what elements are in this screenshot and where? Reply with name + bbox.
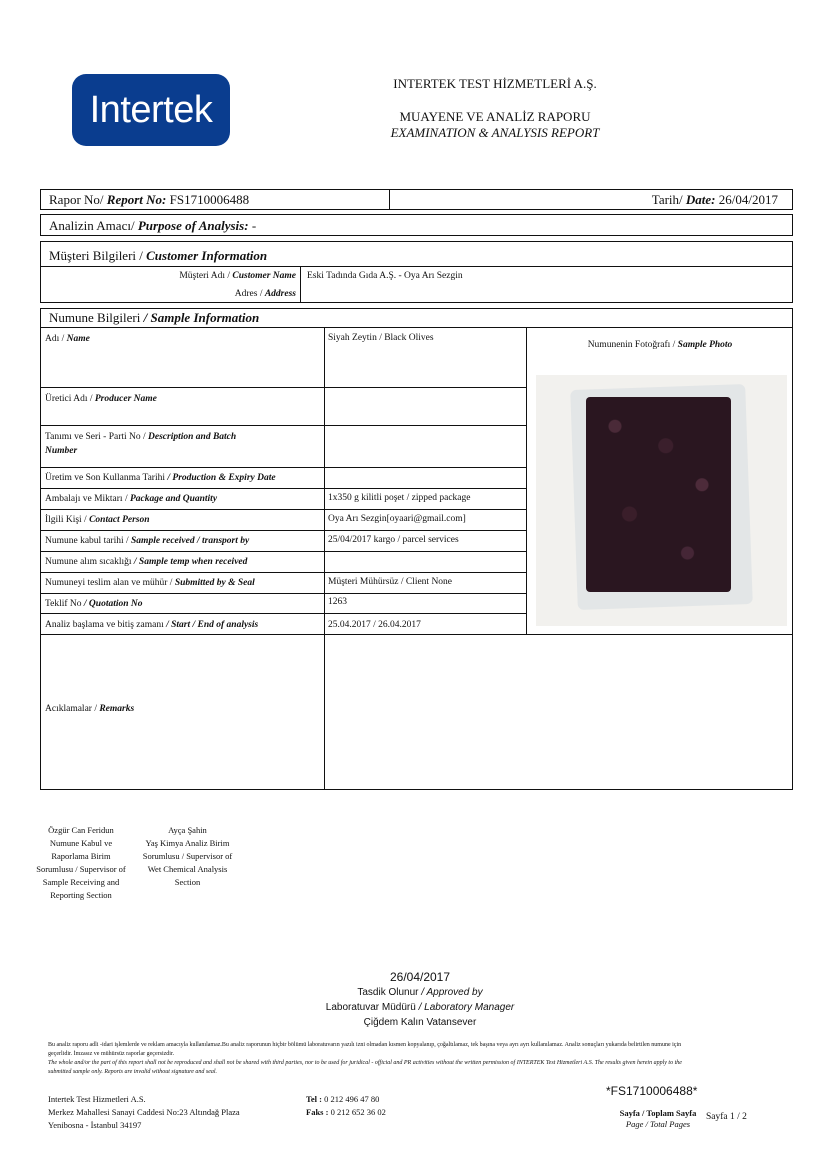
report-no-label-tr: Rapor No/ [49,192,104,207]
customer-section-tr: Müşteri Bilgileri / [49,248,143,263]
purpose-value: - [251,218,257,233]
remarks-label: Acıklamalar / Remarks [45,704,135,714]
sample-section-tr: Numune Bilgileri [49,310,141,325]
company-name: INTERTEK TEST HİZMETLERİ A.Ş. [393,76,597,91]
purpose-label-en: Purpose of Analysis: [137,218,249,233]
row-received-value: 25/04/2017 kargo / parcel services [328,535,459,545]
logo-text: Intertek [89,88,213,131]
address-label: Adres / Address [234,289,296,299]
sample-photo-label: Numunenin Fotoğrafı / Sample Photo [587,340,733,350]
approver-role: Laboratuvar Müdürü / Laboratory Manager [325,1002,515,1013]
purpose-row [40,214,793,236]
row-contact-label: İlgili Kişi / Contact Person [45,515,150,525]
customer-name-value: Eski Tadında Gıda A.Ş. - Oya Arı Sezgin [307,271,463,281]
footer-address: Intertek Test Hizmetleri A.S. Merkez Mahallesi Sanayi Caddesi No:23 Altındağ Plaza Yenibosna - İstanbul 34197 [48,1094,240,1130]
customer-section-en: Customer Information [146,248,268,263]
sample-section-en: / Sample Information [143,310,260,325]
report-number-row [40,189,793,210]
report-title-tr: MUAYENE VE ANALİZ RAPORU [399,109,591,124]
purpose-label-tr: Analizin Amacı/ [49,218,135,233]
approver-name: Çiğdem Kalın Vatansever [363,1017,477,1028]
row-package-label: Ambalajı ve Miktarı / Package and Quantity [45,494,218,504]
sample-photo [536,375,787,626]
approval-date: 26/04/2017 [389,970,451,984]
approved-by: Tasdik Olunur / Approved by [357,987,483,998]
signatory-1: Özgür Can Feridun Numune Kabul ve Raporlama Birim Sorumlusu / Supervisor of Sample Receiving and Reporting Section [36,825,126,900]
intertek-logo [72,74,230,146]
row-submitted-value: Müşteri Mühürsüz / Client None [328,577,453,587]
row-name-label: Adı / Name [45,334,90,344]
row-production-expiry-label: Üretim ve Son Kullanma Tarihi / Production & Expiry Date [45,473,276,483]
row-submitted-label: Numuneyi teslim alan ve mühür / Submitted by & Seal [45,578,255,588]
customer-info-section [40,241,793,303]
page-number: Sayfa 1 / 2 [706,1112,747,1122]
date-label-en: Date: [685,192,716,207]
row-temp-label: Numune alım sıcaklığı / Sample temp when received [45,557,248,567]
date-value: 26/04/2017 [718,192,778,207]
signatory-2: Ayça Şahin Yaş Kimya Analiz Birim Sorumlusu / Supervisor of Wet Chemical Analysis Section [142,825,233,887]
report-no-label-en: Report No: [106,192,167,207]
disclaimer-en: The whole and/or the part of this report shall not be reproduced and shall not be shared with third parties, nor to be used for juridical - official and PR activities without the written permission of INTERTEK Test Hizmetleri A.S. The results given herein apply to the submitted sample only. Reports are invalid without signature and seal. [48,1060,682,1075]
row-quotation-label: Teklif No / Quotation No [45,599,143,609]
row-producer-label: Üretici Adı / Producer Name [45,394,157,404]
disclaimer-tr: Bu analiz raporu adli -idari işlemlerde ve reklam amacıyla kullanılamaz.Bu analiz raporunun hiçbir bölümü laboratuvarın yazılı izni olmadan kısmen kopyalanıp, çoğaltılamaz, tek başına veya ayrı ayrı kullanılamaz. Analiz sonuçları yukarıda belirtilen numune için geçerlidir. İmzasız ve mühürsüz raporlar geçersizdir. [48,1042,682,1057]
row-package-value: 1x350 g kilitli poşet / zipped package [328,493,471,503]
row-analysis-time-value: 25.04.2017 / 26.04.2017 [328,620,421,630]
page-label: Sayfa / Toplam Sayfa Page / Total Pages [619,1108,697,1129]
report-title-en: EXAMINATION & ANALYSIS REPORT [390,125,600,140]
date-label-tr: Tarih/ [651,192,683,207]
row-contact-value: Oya Arı Sezgin[oyaari@gmail.com] [328,514,466,524]
row-received-label: Numune kabul tarihi / Sample received / transport by [45,536,250,546]
row-name-value: Siyah Zeytin / Black Olives [328,333,434,343]
row-quotation-value: 1263 [328,597,347,607]
row-analysis-time-label: Analiz başlama ve bitiş zamanı / Start / End of analysis [45,620,259,630]
barcode-text: *FS1710006488* [606,1084,698,1098]
report-no-value: FS1710006488 [169,192,250,207]
footer-contact: Tel : 0 212 496 47 80 Faks : 0 212 652 36 02 [306,1094,386,1117]
row-description-label: Tanımı ve Seri - Parti No / Description and Batch Number [45,432,237,456]
customer-name-label: Müşteri Adı / Customer Name [179,271,296,281]
